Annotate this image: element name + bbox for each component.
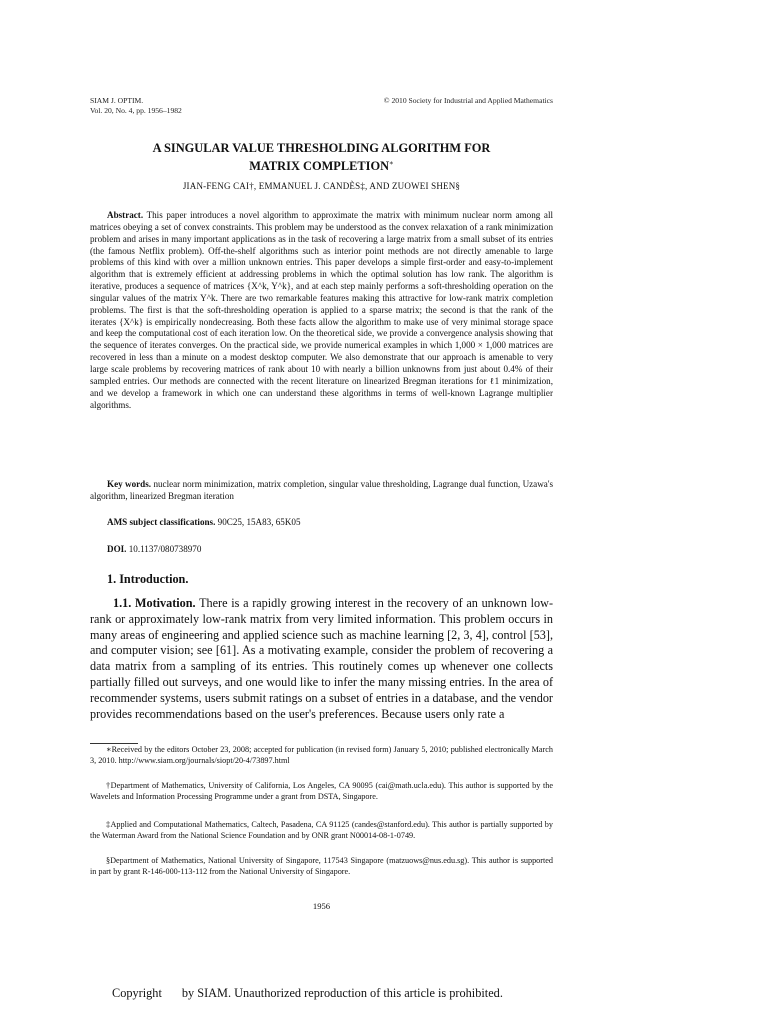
keywords-label: Key words. bbox=[107, 479, 152, 489]
abstract bbox=[90, 210, 553, 411]
ams-classifications bbox=[90, 517, 553, 529]
ams-label: AMS subject classifications. bbox=[107, 517, 216, 527]
footnote-cai: †Department of Mathematics, University of California, Los Angeles, CA 90095 (cai@math.ucla.edu). This author is supported by the Wavelets and Information Processing Programme under a grant from DSTA, Singapore. bbox=[90, 781, 553, 801]
author-list: JIAN-FENG CAI†, EMMANUEL J. CANDÈS‡, AND ZUOWEI SHEN§ bbox=[182, 181, 461, 191]
abstract-label: Abstract. bbox=[107, 210, 144, 220]
footnote-candes: ‡Applied and Computational Mathematics, Caltech, Pasadena, CA 91125 (candes@stanford.edu). This author is partially supported by the Waterman Award from the National Science Foundation and by ONR grant N00014-08-1-0749. bbox=[90, 820, 553, 840]
subsection-heading: 1.1. Motivation. bbox=[113, 596, 196, 610]
copyright-word: Copyright bbox=[112, 986, 162, 1000]
doi-text: 10.1137/080738970 bbox=[128, 544, 202, 554]
journal-volume: Vol. 20, No. 4, pp. 1956–1982 bbox=[90, 105, 182, 115]
paper-title bbox=[90, 141, 553, 174]
copyright-footer bbox=[112, 986, 672, 1001]
society-copyright: © 2010 Society for Industrial and Applied Mathematics bbox=[383, 96, 553, 105]
body-text: There is a rapidly growing interest in the recovery of an unknown low-rank or approximately low-rank matrix from very limited information. This problem occurs in many areas of engineering and applied science such as machine learning [2, 3, 4], control [53], and computer vision; see [61]. As a motivating example, consider the problem of recovering a data matrix from a sampling of its entries. This routinely comes up whenever one collects partially filled out surveys, and one would like to infer the many missing entries. In the area of recommender systems, users submit ratings on a subset of entries in a database, and the vendor provides recommendations based on the user's preferences. Because users only rate a bbox=[90, 596, 554, 721]
footnote-shen: §Department of Mathematics, National University of Singapore, 117543 Singapore (matzuows@nus.edu.sg). This author is supported in part by grant R-146-000-113-112 from the National University of Singapore. bbox=[90, 856, 553, 876]
title-footnote-marker: ∗ bbox=[389, 159, 394, 167]
section-heading: 1. Introduction. bbox=[107, 572, 189, 586]
page-number: 1956 bbox=[312, 901, 331, 911]
keywords-text: nuclear norm minimization, matrix completion, singular value thresholding, Lagrange dual function, Uzawa's algorithm, linearized Bregman iteration bbox=[90, 479, 553, 501]
journal-info bbox=[90, 96, 182, 115]
title-line-2: MATRIX COMPLETION bbox=[249, 159, 390, 174]
title-line-1: A SINGULAR VALUE THRESHOLDING ALGORITHM FOR bbox=[152, 141, 491, 155]
section-body bbox=[90, 596, 553, 722]
copyright-notice: by SIAM. Unauthorized reproduction of this article is prohibited. bbox=[181, 986, 503, 1000]
journal-name: SIAM J. OPTIM. bbox=[90, 96, 144, 105]
abstract-text: This paper introduces a novel algorithm to approximate the matrix with minimum nuclear norm among all matrices obeying a set of convex constraints. This problem may be understood as the convex relaxation of a rank minimization problem and arises in many important applications as in the task of recovering a large matrix from a small subset of its entries (the famous Netflix problem). Off-the-shelf algorithms such as interior point methods are not directly amenable to large problems of this kind with over a million unknown entries. This paper develops a simple first-order and easy-to-implement algorithm that is extremely efficient at addressing problems in which the optimal solution has low rank. The algorithm is iterative, produces a sequence of matrices {X^k, Y^k}, and at each step mainly performs a soft-thresholding operation on the singular values of the matrix Y^k. There are two remarkable features making this attractive for low-rank matrix completion problems. The first is that the soft-thresholding operation is applied to a sparse matrix; the second is that the rank of the iterates {X^k} is empirically nondecreasing. Both these facts allow the algorithm to make use of very minimal storage space and keep the computational cost of each iteration low. On the theoretical side, we provide a convergence analysis showing that the sequence of iterates converges. On the practical side, we provide numerical examples in which 1,000 × 1,000 matrices are recovered in less than a minute on a modest desktop computer. We also demonstrate that our approach is amenable to very large scale problems by recovering matrices of rank about 10 with nearly a billion unknowns from just about 0.4% of their sampled entries. Our methods are connected with the recent literature on linearized Bregman iterations for ℓ1 minimization, and we develop a framework in which one can understand these algorithms in terms of well-known Lagrange multiplier algorithms. bbox=[90, 210, 554, 410]
footnote-rule bbox=[90, 743, 138, 744]
ams-text: 90C25, 15A83, 65K05 bbox=[217, 517, 301, 527]
doi bbox=[90, 544, 553, 556]
keywords bbox=[90, 479, 553, 503]
footnote-received: ∗Received by the editors October 23, 2008; accepted for publication (in revised form) January 5, 2010; published electronically March 3, 2010. http://www.siam.org/journals/siopt/20-4/73897.html bbox=[90, 745, 553, 765]
doi-label: DOI. bbox=[107, 544, 127, 554]
